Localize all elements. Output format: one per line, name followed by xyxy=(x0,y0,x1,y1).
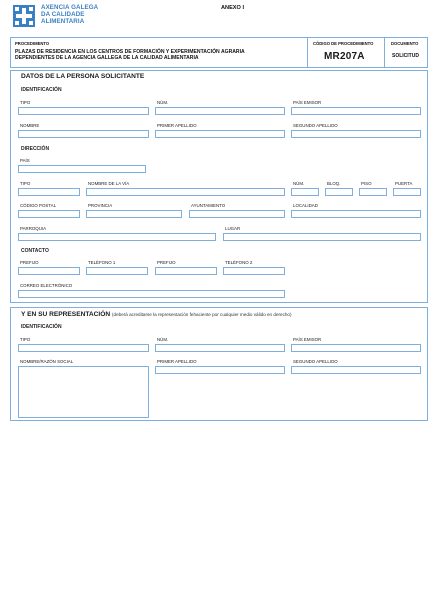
tipo-via-label: TIPO xyxy=(20,181,31,186)
prefijo-1-field[interactable] xyxy=(18,267,80,275)
rep-tipo-label: TIPO xyxy=(20,337,31,342)
piso-label: PISO xyxy=(361,181,372,186)
provincia-field[interactable] xyxy=(86,210,182,218)
segundo-apellido-field[interactable] xyxy=(291,130,421,138)
lugar-label: LUGAR xyxy=(225,226,241,231)
representative-note: (deberá acreditarse la representación fehaciente por cualquier medio válido en derecho) xyxy=(112,312,292,317)
procedure-label: PROCEDIMENTO xyxy=(15,41,50,46)
annex-title: ANEXO I xyxy=(221,5,245,11)
parroquia-label: PARROQUIA xyxy=(20,226,47,231)
nombre-label: NOMBRE xyxy=(20,123,40,128)
nombre-via-label: NOMBRE DE LA VÍA xyxy=(88,181,130,186)
rep-segundo-apellido-label: SEGUNDO APELLIDO xyxy=(293,359,338,364)
bloq-label: BLOQ. xyxy=(327,181,341,186)
procedure-header xyxy=(10,37,428,68)
puerta-field[interactable] xyxy=(393,188,421,196)
header-divider xyxy=(384,38,385,67)
num-via-label: NÚM. xyxy=(293,181,305,186)
rep-pais-emisor-label: PAÍS EMISOR xyxy=(293,337,322,342)
rep-primer-apellido-label: PRIMER APELLIDO xyxy=(157,359,197,364)
document-label: DOCUMENTO xyxy=(391,41,419,46)
pais-emisor-label: PAÍS EMISOR xyxy=(293,100,322,105)
telefono-1-label: TELÉFONO 1 xyxy=(88,260,116,265)
prefijo-2-label: PREFIJO xyxy=(157,260,176,265)
prefijo-2-field[interactable] xyxy=(155,267,217,275)
rep-tipo-field[interactable] xyxy=(18,344,149,352)
segundo-apellido-label: SEGUNDO APELLIDO xyxy=(293,123,338,128)
applicant-section-title: DATOS DE LA PERSONA SOLICITANTE xyxy=(21,73,145,80)
rep-primer-apellido-field[interactable] xyxy=(155,366,285,374)
procedure-code: MR207A xyxy=(324,51,365,62)
header-divider xyxy=(307,38,308,67)
bloq-field[interactable] xyxy=(325,188,353,196)
pais-emisor-field[interactable] xyxy=(291,107,421,115)
pais-field[interactable] xyxy=(18,165,146,173)
rep-identification-heading: IDENTIFICACIÓN xyxy=(21,324,62,330)
identification-heading: IDENTIFICACIÓN xyxy=(21,87,62,93)
pais-label: PAÍS xyxy=(20,158,30,163)
tipo-via-field[interactable] xyxy=(18,188,80,196)
tipo-field[interactable] xyxy=(18,107,149,115)
provincia-label: PROVINCIA xyxy=(88,203,113,208)
codigo-postal-label: CÓDIGO POSTAL xyxy=(20,203,57,208)
contact-heading: CONTACTO xyxy=(21,248,49,254)
xunta-logo-icon xyxy=(13,5,35,27)
rep-razon-social-label: NOMBRE/RAZÓN SOCIAL xyxy=(20,359,74,364)
rep-segundo-apellido-field[interactable] xyxy=(291,366,421,374)
parroquia-field[interactable] xyxy=(18,233,216,241)
localidad-field[interactable] xyxy=(291,210,421,218)
nombre-field[interactable] xyxy=(18,130,149,138)
rep-num-field[interactable] xyxy=(155,344,285,352)
localidad-label: LOCALIDAD xyxy=(293,203,318,208)
email-label: CORREO ELECTRÓNICO xyxy=(20,283,73,288)
primer-apellido-label: PRIMER APELLIDO xyxy=(157,123,197,128)
email-field[interactable] xyxy=(18,290,285,298)
codigo-postal-field[interactable] xyxy=(18,210,80,218)
document-type: SOLICITUD xyxy=(392,53,419,59)
ayuntamiento-field[interactable] xyxy=(189,210,285,218)
prefijo-1-label: PREFIJO xyxy=(20,260,39,265)
ayuntamiento-label: AYUNTAMIENTO xyxy=(191,203,226,208)
lugar-field[interactable] xyxy=(223,233,421,241)
procedure-code-label: CÓDIGO DE PROCEDIMIENTO xyxy=(313,41,374,46)
representative-title: Y EN SU REPRESENTACIÓN xyxy=(21,311,111,318)
num-label: NÚM. xyxy=(157,100,169,105)
procedure-title xyxy=(15,49,245,62)
piso-field[interactable] xyxy=(359,188,387,196)
telefono-2-field[interactable] xyxy=(223,267,285,275)
telefono-2-label: TELÉFONO 2 xyxy=(225,260,253,265)
num-via-field[interactable] xyxy=(291,188,319,196)
procedure-title-line-1: PLAZAS DE RESIDENCIA EN LOS CENTROS DE FORMACIÓN Y EXPERIMENTACIÓN AGRARIA xyxy=(15,49,245,55)
puerta-label: PUERTA xyxy=(395,181,413,186)
procedure-title-line-2: DEPENDIENTES DE LA AGENCIA GALLEGA DE LA CALIDAD ALIMENTARIA xyxy=(15,55,199,62)
telefono-1-field[interactable] xyxy=(86,267,148,275)
address-heading: DIRECCIÓN xyxy=(21,146,50,152)
logo-line-1: AXENCIA GALEGA xyxy=(41,4,99,11)
logo-line-2: DA CALIDADE xyxy=(41,11,85,18)
primer-apellido-field[interactable] xyxy=(155,130,285,138)
rep-pais-emisor-field[interactable] xyxy=(291,344,421,352)
tipo-label: TIPO xyxy=(20,100,31,105)
agency-logo-text xyxy=(41,4,98,25)
rep-razon-social-field[interactable] xyxy=(18,366,149,418)
nombre-via-field[interactable] xyxy=(86,188,285,196)
representative-section-title xyxy=(21,311,292,318)
rep-num-label: NÚM. xyxy=(157,337,169,342)
logo-line-3: ALIMENTARIA xyxy=(41,18,85,25)
num-field[interactable] xyxy=(155,107,285,115)
